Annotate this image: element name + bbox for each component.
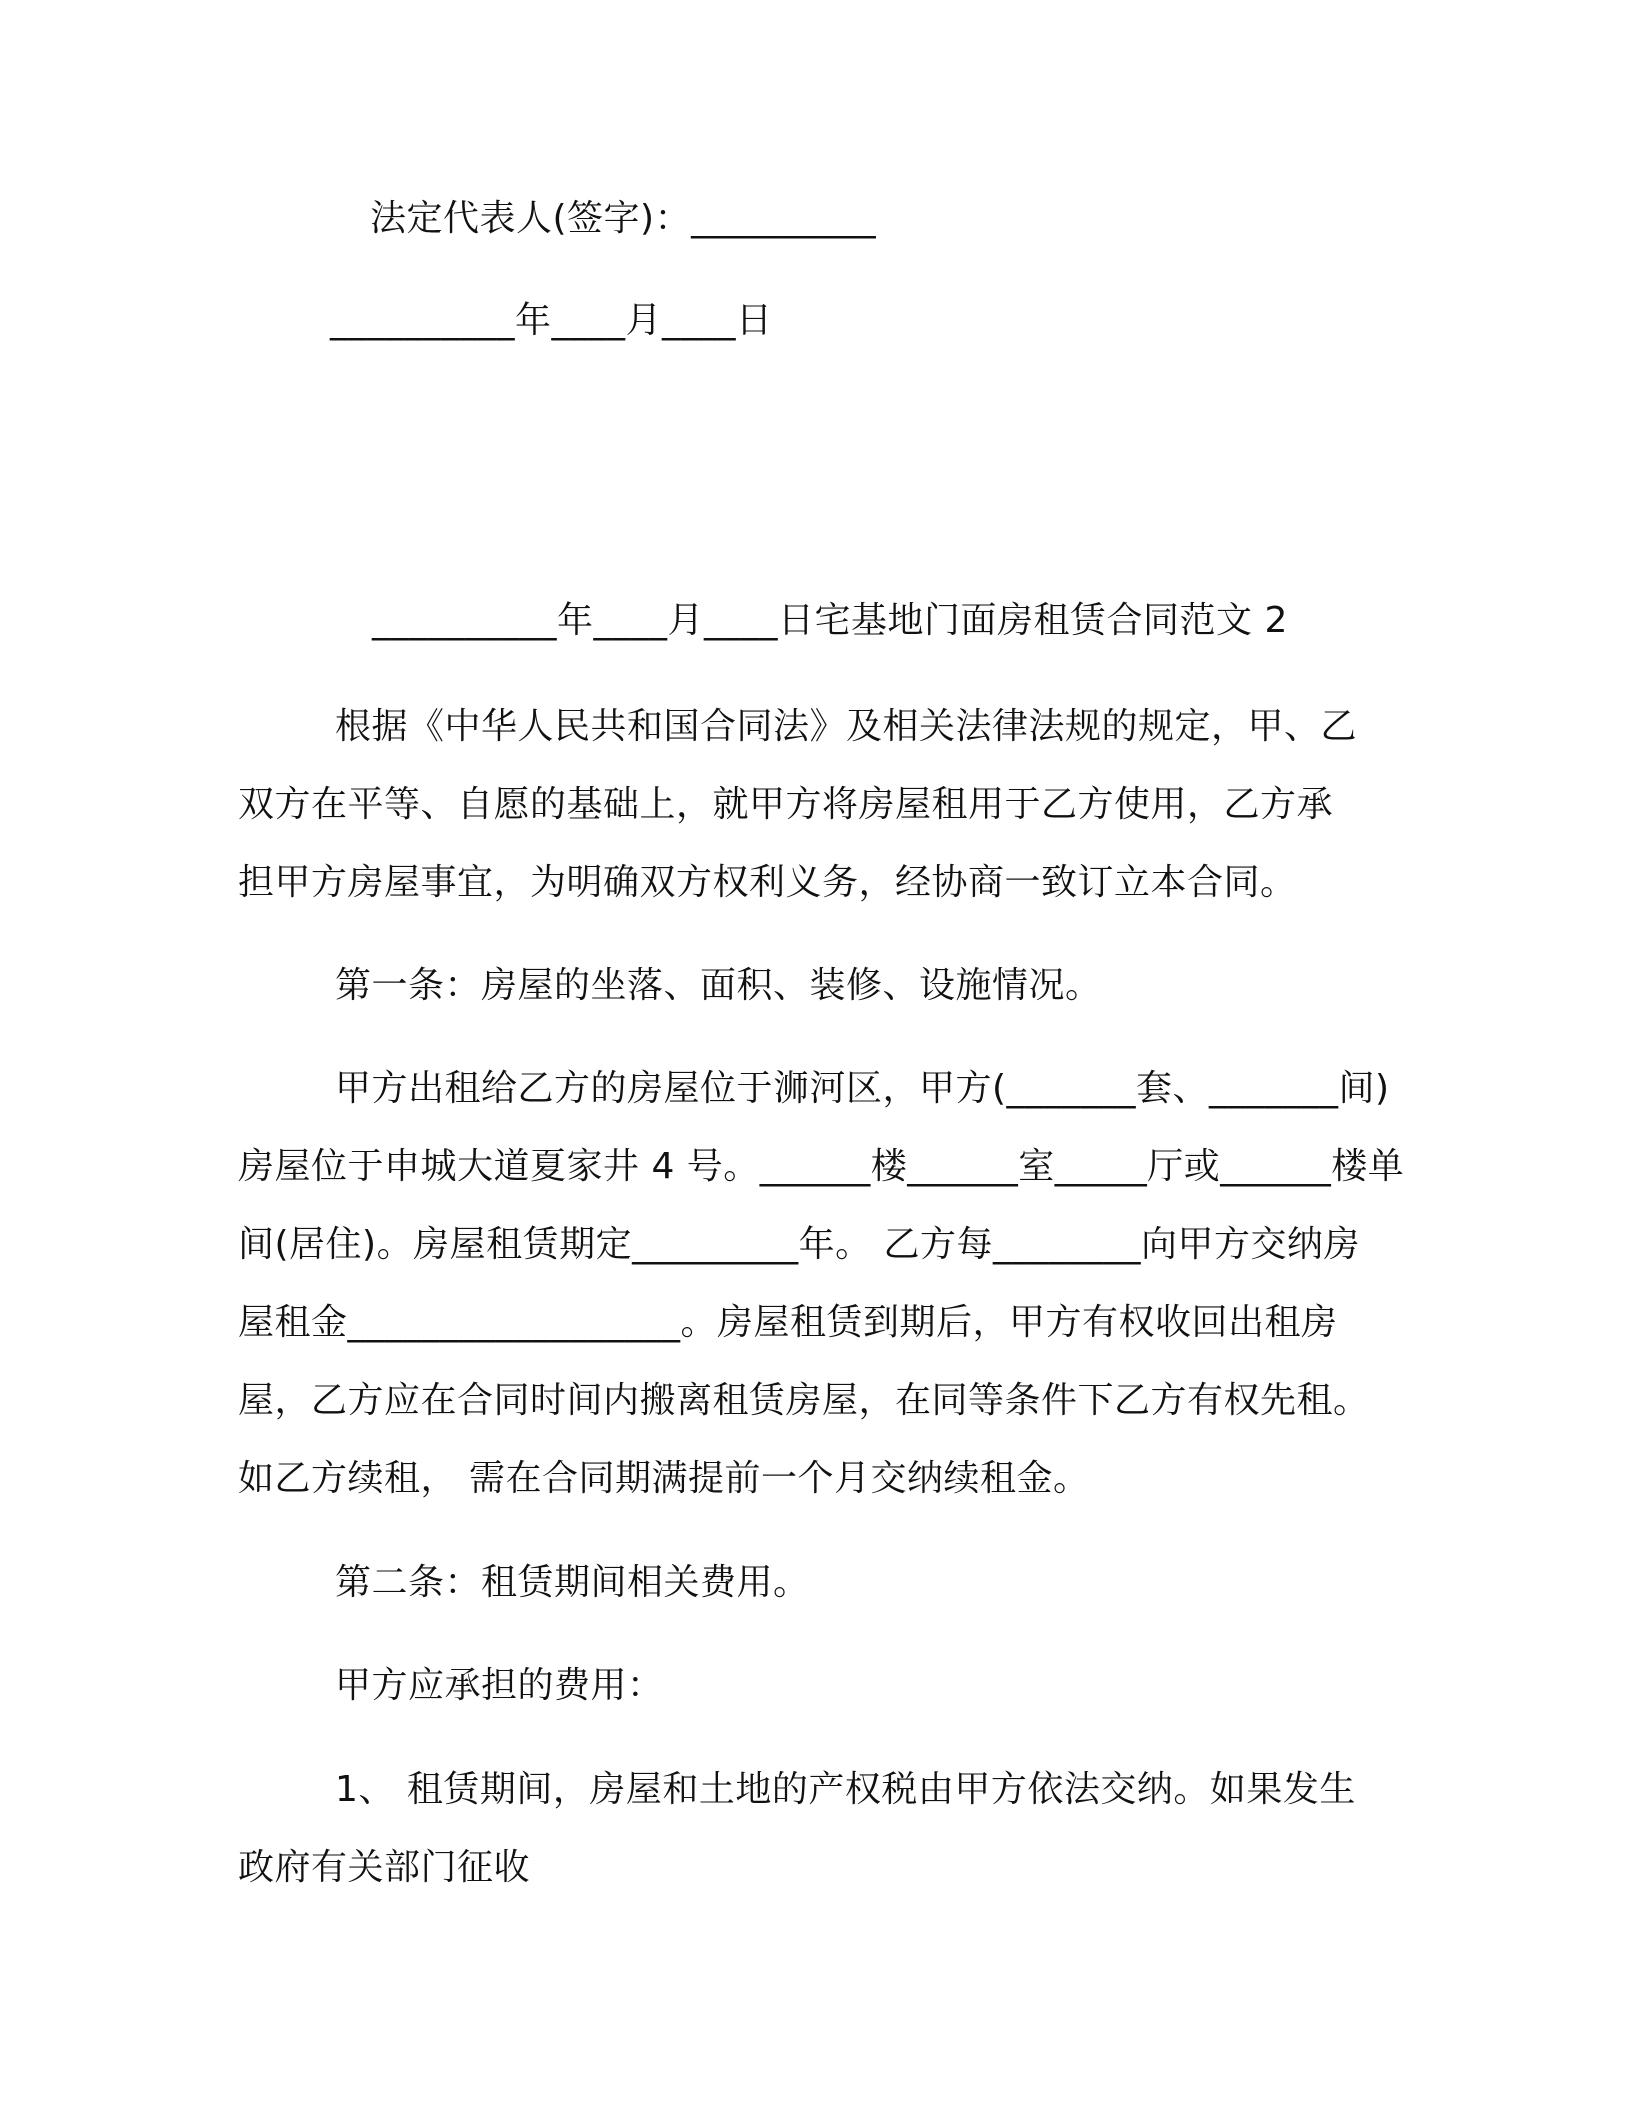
article-1-line-6: 如乙方续租， 需在合同期满提前一个月交纳续租金。 [238,1458,1090,1499]
article-1-line-5: 屋，乙方应在合同时间内搬离租赁房屋，在同等条件下乙方有权先租。 [238,1380,1370,1421]
preamble-line-2: 双方在平等、自愿的基础上，就甲方将房屋租用于乙方使用，乙方承 [238,784,1334,825]
contract-title: __________年____月____日宅基地门面房租赁合同范文 2 [372,600,1288,641]
clause-1-line-2: 政府有关部门征收 [238,1847,531,1888]
article-1-line-1: 甲方出租给乙方的房屋位于浉河区，甲方(_______套、_______间) [335,1068,1390,1109]
article-1-line-4: 屋租金__________________。房屋租赁到期后，甲方有权收回出租房 [238,1302,1338,1343]
article-1-line-3: 间(居住)。房屋租赁期定_________年。 乙方每________向甲方交纳房 [238,1224,1361,1265]
legal-representative-signature-line: 法定代表人(签字)：__________ [370,198,877,239]
preamble-line-1: 根据《中华人民共和国合同法》及相关法律法规的规定，甲、乙 [335,706,1358,747]
signature-date-line: __________年____月____日 [330,300,773,341]
party-a-costs-heading: 甲方应承担的费用： [335,1665,664,1706]
article-2-heading: 第二条：租赁期间相关费用。 [335,1562,810,1603]
preamble-line-3: 担甲方房屋事宜，为明确双方权利义务，经协商一致订立本合同。 [238,862,1297,903]
article-1-heading: 第一条：房屋的坐落、面积、装修、设施情况。 [335,965,1102,1006]
clause-1-line-1: 1、 租赁期间，房屋和土地的产权税由甲方依法交纳。如果发生 [335,1769,1356,1810]
article-1-line-2: 房屋位于申城大道夏家井 4 号。______楼______室_____厅或______楼单 [238,1146,1405,1187]
